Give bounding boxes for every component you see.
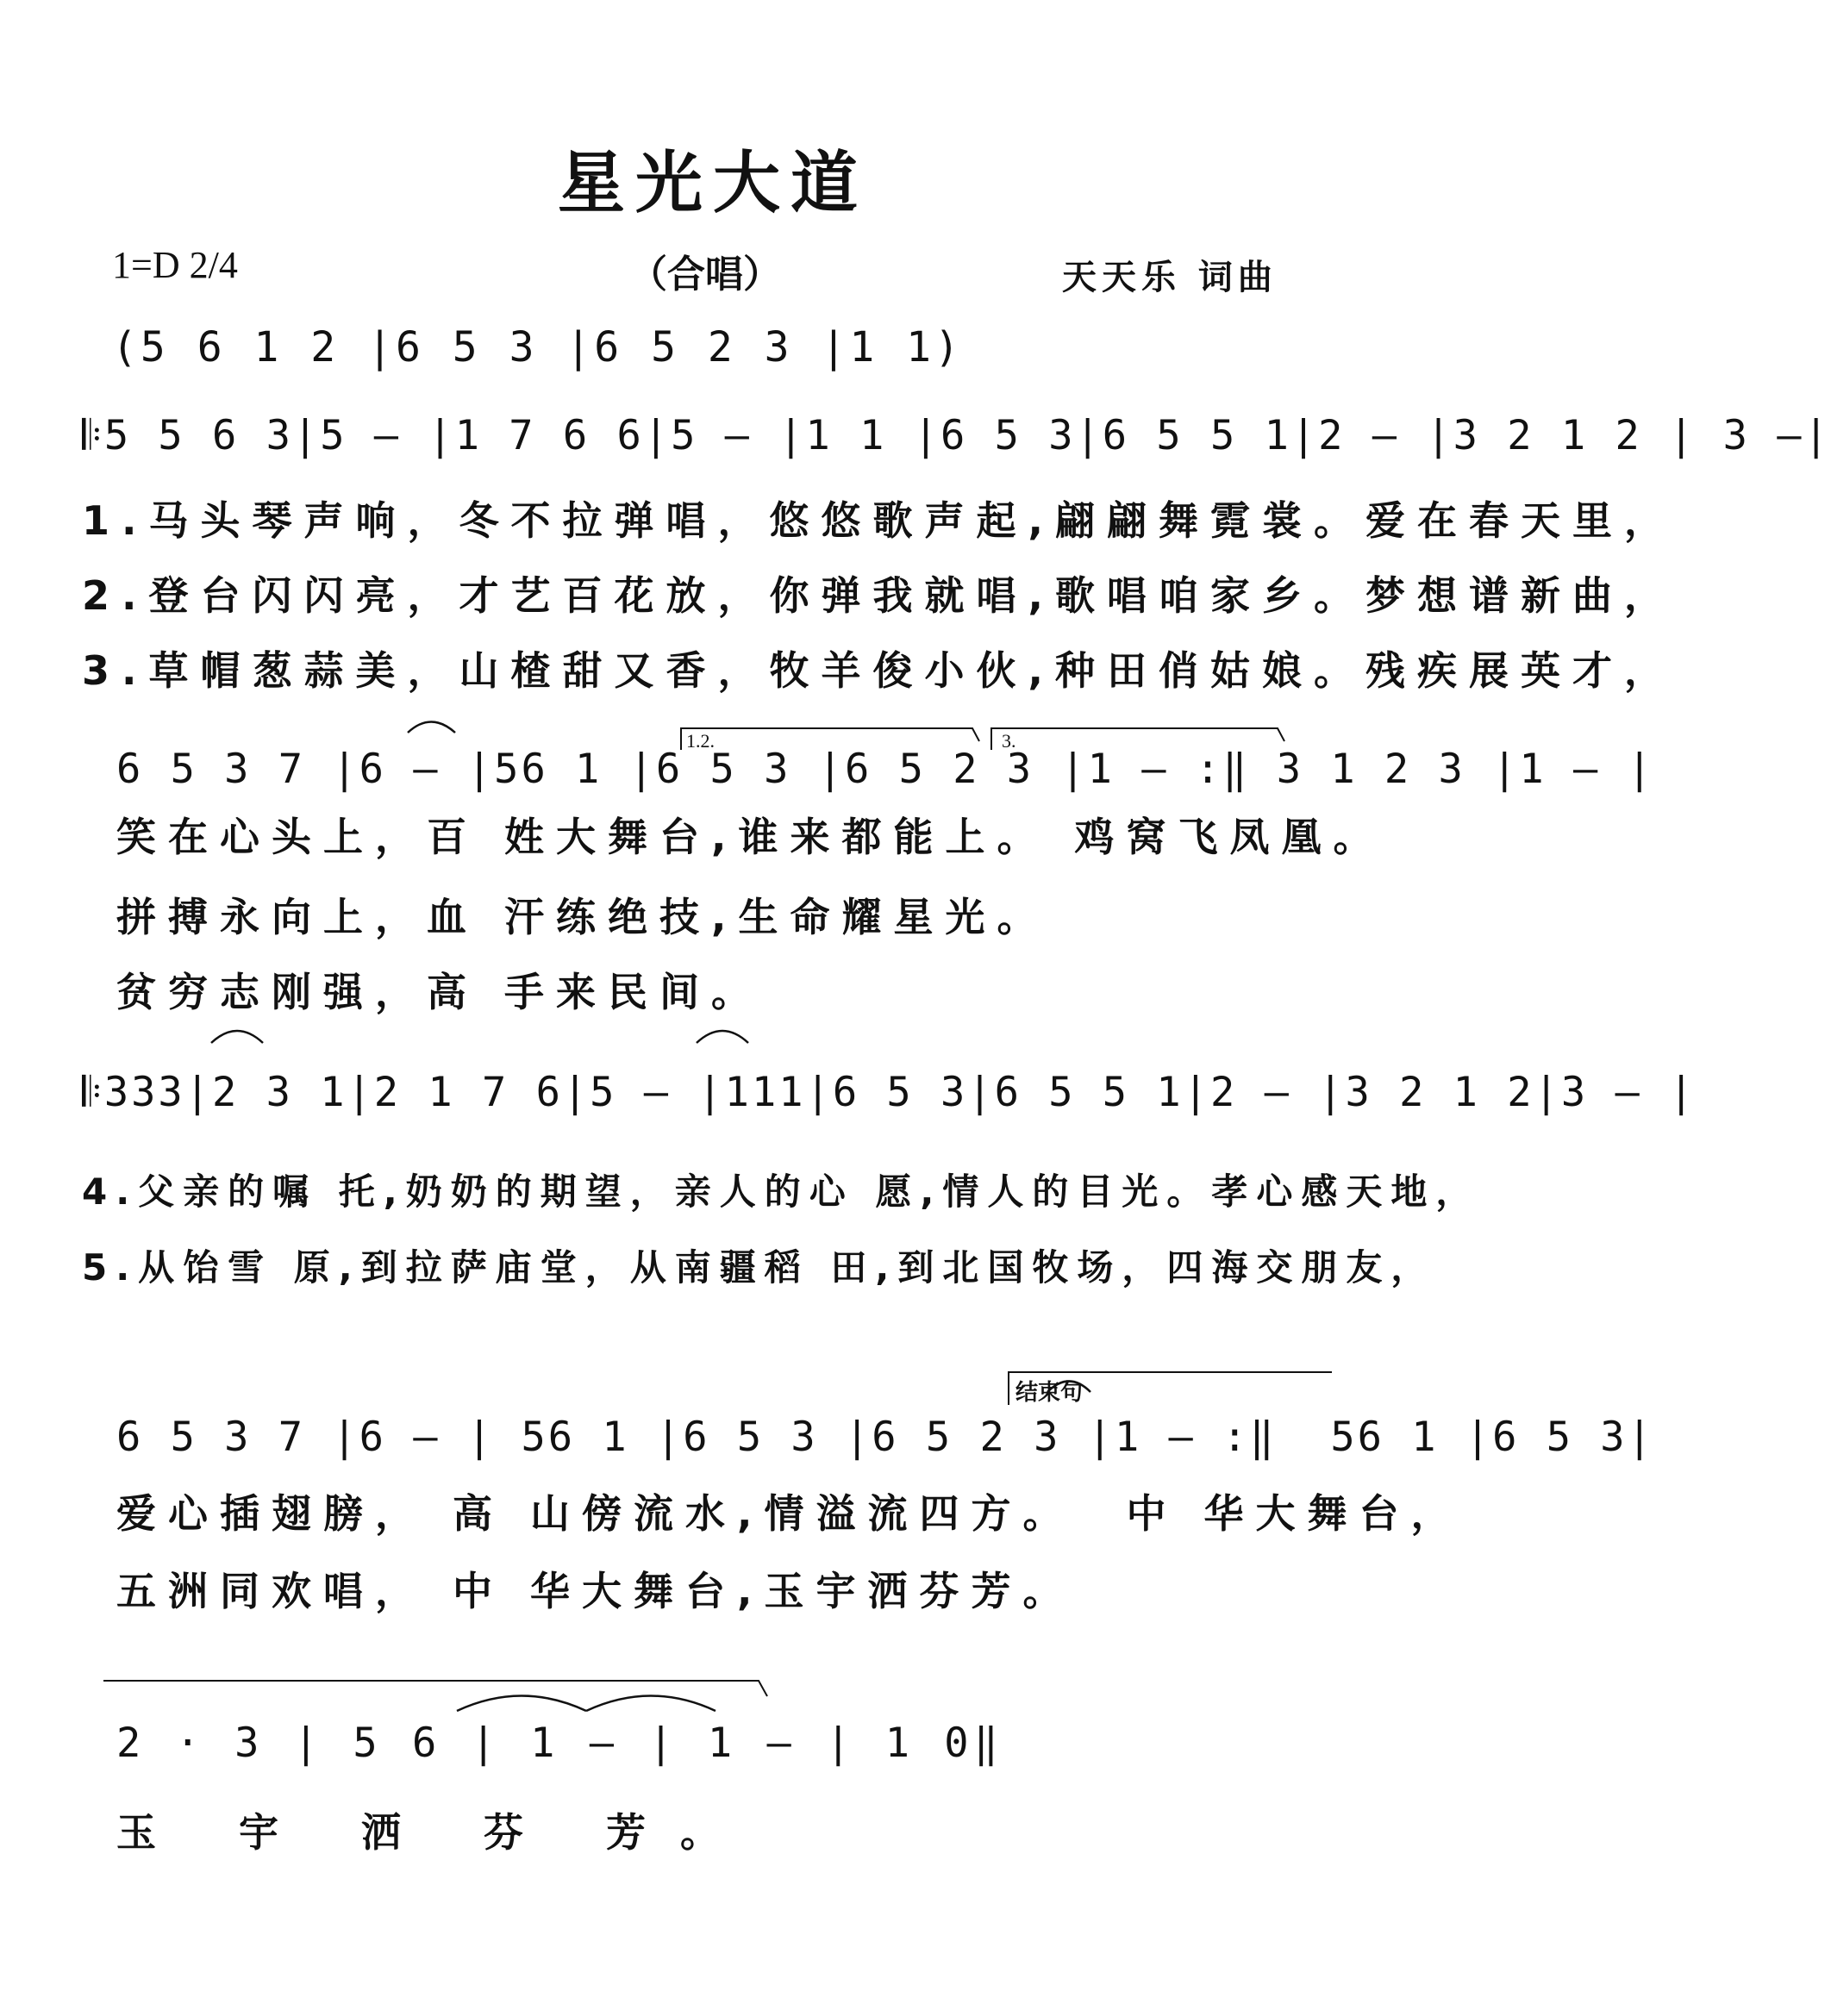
final-bracket <box>103 1681 767 1696</box>
intro-notation: (5 6 1 2 |6 5 3 |6 5 2 3 |1 1) <box>112 323 963 371</box>
volta-bracket-2 <box>991 728 1284 750</box>
lyric-line: 爱心插翅膀， 高 山傍流水,情溢流四方。 中 华大舞台， <box>116 1490 1463 1537</box>
notation-line-2: 6 5 3 7 |6 – |56 1 |6 5 3 |6 5 2 3 |1 – :‖ 3 1 2 3 |1 – | <box>116 746 1654 793</box>
notation-line-5: 2 · 3 | 5 6 | 1 – | 1 – | 1 0‖ <box>116 1720 1003 1767</box>
song-title: 星光大道 <box>557 144 868 222</box>
tie <box>586 1696 716 1712</box>
key-signature: 1=D 2/4 <box>112 244 238 286</box>
notation-line-3: 𝄆333|2 3 1|2 1 7 6|5 – |111|6 5 3|6 5 5 1|2 – |3 2 1 2|3 – | <box>82 1069 1697 1116</box>
lyric-line: 笑在心头上，百 姓大舞台,谁来都能上。 鸡窝飞凤凰。 <box>116 814 1385 860</box>
slur <box>1047 1382 1090 1393</box>
notation-line-1: 𝄆5 5 6 3|5 – |1 7 6 6|5 – |1 1 |6 5 3|6 5 5 1|2 – |3 2 1 2 | 3 –| <box>82 412 1831 459</box>
credits: 天天乐 词曲 <box>1062 258 1278 297</box>
ending-bracket <box>1009 1372 1332 1405</box>
lyric-line: 3.草帽葱蒜美，山楂甜又香，牧羊俊小伙,种田俏姑娘。残疾展英才， <box>82 647 1676 694</box>
volta-label-2: 3. <box>1002 730 1016 752</box>
volta-label-1: 1.2. <box>686 730 715 752</box>
lyric-line: 5.从饴雪 原,到拉萨庙堂，从南疆稻 田,到北国牧场，四海交朋友， <box>82 1246 1436 1289</box>
volta-bracket-1 <box>681 728 979 750</box>
slur <box>408 722 455 733</box>
performance-style: （合唱） <box>629 253 781 296</box>
lyric-line: 4.父亲的嘱 托,奶奶的期望，亲人的心 愿,情人的目光。孝心感天地， <box>82 1170 1481 1213</box>
lyric-line: 2.登台闪闪亮，才艺百花放，你弹我就唱,歌唱咱家乡。梦想谱新曲， <box>82 572 1676 619</box>
lyric-line: 1.马头琴声响，冬不拉弹唱，悠悠歌声起,翩翩舞霓裳。爱在春天里， <box>82 497 1676 544</box>
lyric-line: 拼搏永向上，血 汗练绝技,生命耀星光。 <box>116 894 1049 940</box>
lyric-line: 玉 宇 洒 芬 芳。 <box>116 1809 755 1856</box>
ending-label: 结束句 <box>1015 1380 1084 1406</box>
lyric-line: 贫穷志刚强，高 手来民间。 <box>116 969 764 1015</box>
slur <box>697 1031 748 1043</box>
tie <box>457 1696 586 1712</box>
notation-line-4: 6 5 3 7 |6 – | 56 1 |6 5 3 |6 5 2 3 |1 – :‖ 56 1 |6 5 3| <box>116 1414 1654 1461</box>
slur <box>211 1031 263 1043</box>
lyric-line: 五洲同欢唱， 中 华大舞台,玉宇洒芬芳。 <box>116 1568 1075 1614</box>
